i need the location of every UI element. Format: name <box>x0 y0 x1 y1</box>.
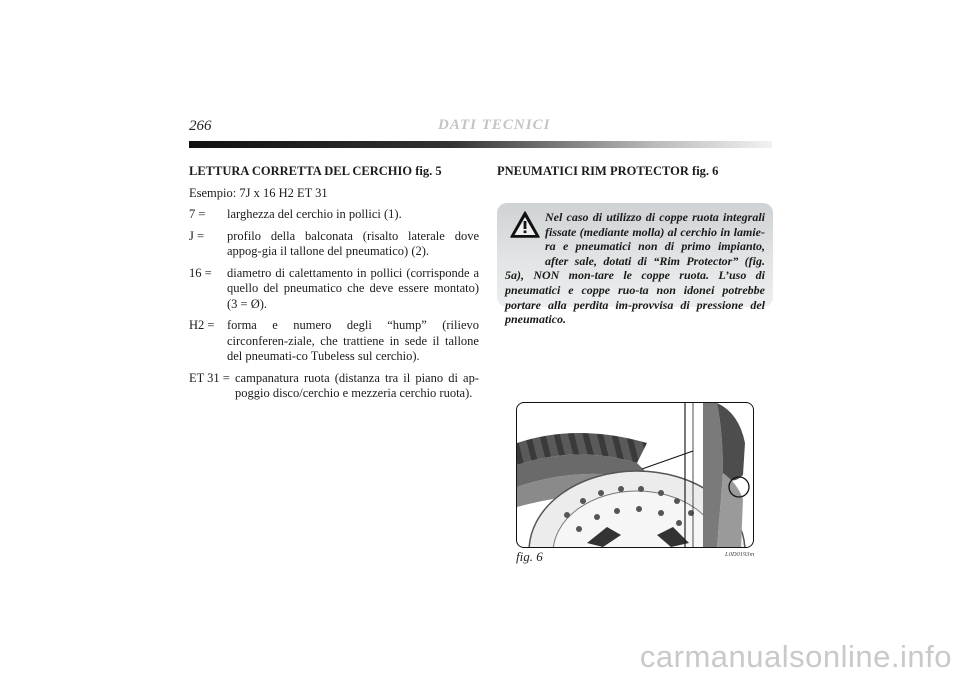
definition-key: H2 <box>189 318 205 332</box>
definition-sep: = <box>197 228 205 243</box>
tire-illustration <box>517 403 753 547</box>
definition-sep: = <box>198 207 206 221</box>
figure-code: L0D0193m <box>725 551 755 558</box>
definition-text: forma e numero degli “hump” (rilievo circonferen-ziale, che trattiene in sede il tallone del pneumati-co Tubeless sul cerchio). <box>227 318 479 363</box>
definition-text: campanatura ruota (distanza tra il piano di ap-poggio disco/cerchio e mezzeria cerchio ruota). <box>235 370 479 400</box>
warning-box <box>497 203 773 327</box>
tire-figure <box>516 402 754 548</box>
definition-text: larghezza del cerchio in pollici (1). <box>227 207 402 221</box>
definition-key: 16 <box>189 265 202 280</box>
definition-sep: = <box>207 318 215 332</box>
definition-item <box>189 318 479 365</box>
definition-text: profilo della balconata (risalto laterale dove appog-gia il tallone del pneumatico) (2). <box>227 228 479 258</box>
rim-reading-heading: LETTURA CORRETTA DEL CERCHIO fig. 5 <box>189 164 442 178</box>
definition-item <box>189 207 479 223</box>
definition-item <box>189 266 479 313</box>
rim-example: Esempio: 7J x 16 H2 ET 31 <box>189 185 328 200</box>
page-number: 266 <box>189 118 212 134</box>
rim-protector-heading: PNEUMATICI RIM PROTECTOR fig. 6 <box>497 164 719 178</box>
definition-key: 7 <box>189 207 196 221</box>
rim-protector-section <box>497 164 773 186</box>
header-rule <box>189 141 772 148</box>
figure-caption: fig. 6 <box>516 549 543 564</box>
rim-reading-section <box>189 164 479 408</box>
definition-key: J <box>189 228 194 243</box>
definition-text: diametro di calettamento in pollici (corrisponde a quello del pneumatico che deve essere montato) (3 = Ø). <box>227 265 479 311</box>
definition-sep: = <box>222 370 230 385</box>
section-title: DATI TECNICI <box>438 117 551 133</box>
watermark: carmanualsonline.info <box>639 639 952 674</box>
definition-key: ET 31 <box>189 370 220 385</box>
definition-item <box>189 229 479 260</box>
definition-sep: = <box>204 265 212 280</box>
warning-text: Nel caso di utilizzo di coppe ruota integrali fissate (mediante molla) al cerchio in lamie-ra e pneumatici non di primo impianto, after sale, dotati di “Rim Protector” (fig. 5a), NON mon-tare le coppe ruota. L’uso di pneumatici e coppe ruo-ta non idonei potrebbe portare alla perdita im-provvisa di pressione del pneumatico. <box>505 210 765 327</box>
definition-item <box>189 371 479 402</box>
